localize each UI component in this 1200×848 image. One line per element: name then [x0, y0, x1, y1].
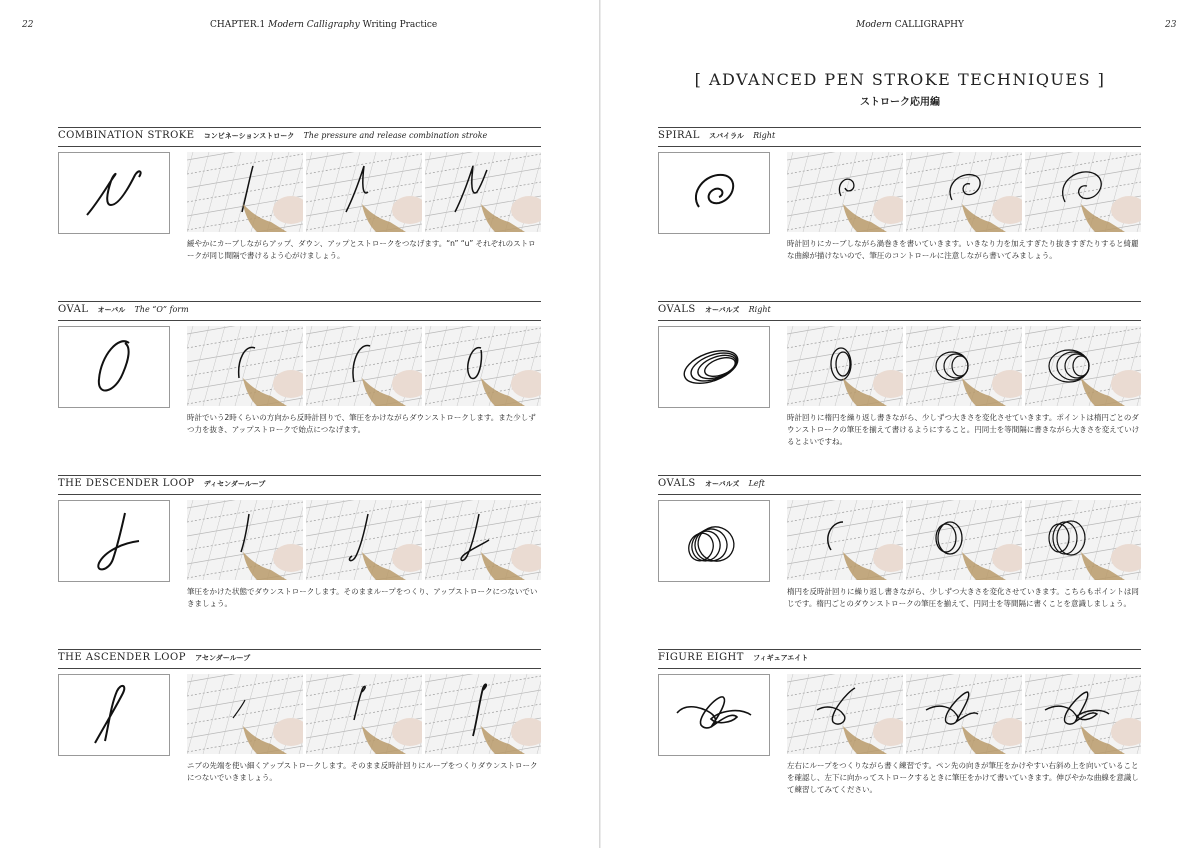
section-title: COMBINATION STROKE [58, 130, 195, 141]
section-description: 時計回りにカーブしながら渦巻きを書いていきます。いきなり力を加えすぎたり抜きすぎたりすると綺麗な曲線が描けないので、筆圧のコントロールに注意しながら書いてみましょう。 [787, 239, 1139, 260]
section-spiral [658, 127, 1141, 260]
section-title-jp: コンビネーションストローク [203, 132, 295, 140]
practice-photo-1 [787, 152, 903, 232]
section-title: OVAL [58, 304, 89, 315]
stroke-sample [58, 326, 170, 408]
section-title-jp: フィギュアエイト [753, 654, 809, 662]
section-title: THE DESCENDER LOOP [58, 478, 195, 489]
stroke-ovals-left-drawing [659, 501, 769, 581]
stroke-u-drawing [59, 153, 169, 233]
practice-photo-2 [306, 326, 422, 406]
stroke-sample [658, 674, 770, 756]
stroke-sample [658, 152, 770, 234]
header-rest: CALLIGRAPHY [894, 20, 964, 30]
section-ovals-left [658, 475, 1141, 608]
stroke-sample [58, 500, 170, 582]
stroke-oval-drawing [59, 327, 169, 407]
practice-photo-2 [306, 500, 422, 580]
section-subtitle: The “O” form [134, 305, 189, 314]
practice-photo-3 [1025, 152, 1141, 232]
stroke-sample [658, 326, 770, 408]
stroke-spiral-drawing [659, 153, 769, 233]
practice-photo-3 [425, 152, 541, 232]
section-subtitle: Right [748, 305, 771, 314]
chapter-label: CHAPTER.1 [210, 20, 266, 30]
practice-photo-3 [1025, 326, 1141, 406]
page-number-right: 23 [1165, 20, 1177, 30]
practice-photo-1 [187, 152, 303, 232]
practice-photo-1 [187, 500, 303, 580]
section-subtitle: Left [748, 479, 765, 488]
practice-photo-2 [306, 152, 422, 232]
section-description: 左右にループをつくりながら書く練習です。ペン先の向きが筆圧をかけやすい右斜め上を向いていることを確認し、左下に向かってストロークするときに筆圧をかけて書いていきます。伸びやかな曲線を意識して練習してみてください。 [787, 761, 1139, 794]
section-title: THE ASCENDER LOOP [58, 652, 186, 663]
practice-photo-3 [425, 500, 541, 580]
section-description: 緩やかにカーブしながらアップ、ダウン、アップとストロークをつなげます。“n” “u” それぞれのストロークが同じ間隔で書けるよう心がけましょう。 [187, 239, 536, 260]
practice-photo-1 [787, 500, 903, 580]
section-description: 時計回りに楕円を繰り返し書きながら、少しずつ大きさを変化させていきます。ポイントは楕円ごとのダウンストロークの筆圧を揃えて書けるようにすること。円同士を等間隔に書きながら大きさを変えていけるとよいですね。 [787, 413, 1140, 446]
section-header [658, 301, 1141, 321]
section-title: OVALS [658, 478, 696, 489]
section-header [658, 475, 1141, 495]
running-header-right [856, 20, 964, 30]
practice-photo-2 [906, 500, 1022, 580]
title-jp: ストローク応用編 [860, 97, 940, 108]
section-description: 時計でいう2時くらいの方向から反時計回りで、筆圧をかけながらダウンストロークします。また少しずつ力を抜き、アップストロークで始点につなげます。 [187, 413, 536, 434]
header-rest: Writing Practice [362, 20, 438, 30]
section-header [658, 649, 1141, 669]
section-description: 楕円を反時計回りに繰り返し書きながら、少しずつ大きさを変化させていきます。こちらもポイントは同じです。楕円ごとのダウンストロークの筆圧を揃えて、円同士を等間隔に書くことを意識しましょう。 [787, 587, 1139, 608]
section-title: OVALS [658, 304, 696, 315]
stroke-sample [58, 152, 170, 234]
section-header [58, 475, 541, 495]
section-header [58, 649, 541, 669]
practice-photo-2 [906, 674, 1022, 754]
stroke-ovals-right-drawing [659, 327, 769, 407]
practice-photo-2 [306, 674, 422, 754]
section-oval [58, 301, 541, 434]
section-title-jp: オーバルズ [704, 480, 740, 488]
running-header-left [210, 20, 438, 30]
stroke-ascender-drawing [59, 675, 169, 755]
chapter-title [610, 70, 1190, 108]
practice-photo-3 [425, 326, 541, 406]
section-descender-loop [58, 475, 541, 608]
stroke-descender-drawing [59, 501, 169, 581]
header-italic: Modern Calligraphy [268, 20, 360, 30]
stroke-sample [658, 500, 770, 582]
practice-photo-2 [906, 326, 1022, 406]
page-number-left: 22 [22, 20, 34, 30]
section-subtitle: Right [753, 131, 776, 140]
section-title-jp: スパイラル [709, 132, 744, 140]
section-title: SPIRAL [658, 130, 700, 141]
section-combination-stroke [58, 127, 541, 260]
practice-photo-2 [906, 152, 1022, 232]
section-title-jp: オーバルズ [704, 306, 740, 314]
title-en: [ ADVANCED PEN STROKE TECHNIQUES ] [694, 70, 1106, 89]
section-description: 筆圧をかけた状態でダウンストロークします。そのままループをつくり、アップストロークにつないでいきましょう。 [187, 587, 538, 608]
practice-photo-3 [1025, 500, 1141, 580]
section-description: ニブの先端を使い細くアップストロークします。そのまま反時計回りにループをつくりダウンストロークにつないでいきましょう。 [187, 761, 538, 782]
section-title: FIGURE EIGHT [658, 652, 744, 663]
section-subtitle: The pressure and release combination stroke [303, 131, 488, 140]
section-header [58, 301, 541, 321]
section-ascender-loop [58, 649, 541, 782]
page-gutter [599, 0, 601, 848]
practice-photo-1 [187, 674, 303, 754]
practice-photo-3 [1025, 674, 1141, 754]
header-italic: Modern [856, 20, 892, 30]
stroke-sample [58, 674, 170, 756]
practice-photo-1 [787, 674, 903, 754]
stroke-figure-eight-drawing [659, 675, 769, 755]
section-header [658, 127, 1141, 147]
section-figure-eight [658, 649, 1141, 794]
section-title-jp: アセンダーループ [195, 654, 251, 662]
section-title-jp: オーバル [97, 306, 126, 314]
practice-photo-1 [187, 326, 303, 406]
practice-photo-3 [425, 674, 541, 754]
section-header [58, 127, 541, 147]
section-title-jp: ディセンダーループ [203, 480, 266, 488]
practice-photo-1 [787, 326, 903, 406]
section-ovals-right [658, 301, 1141, 446]
